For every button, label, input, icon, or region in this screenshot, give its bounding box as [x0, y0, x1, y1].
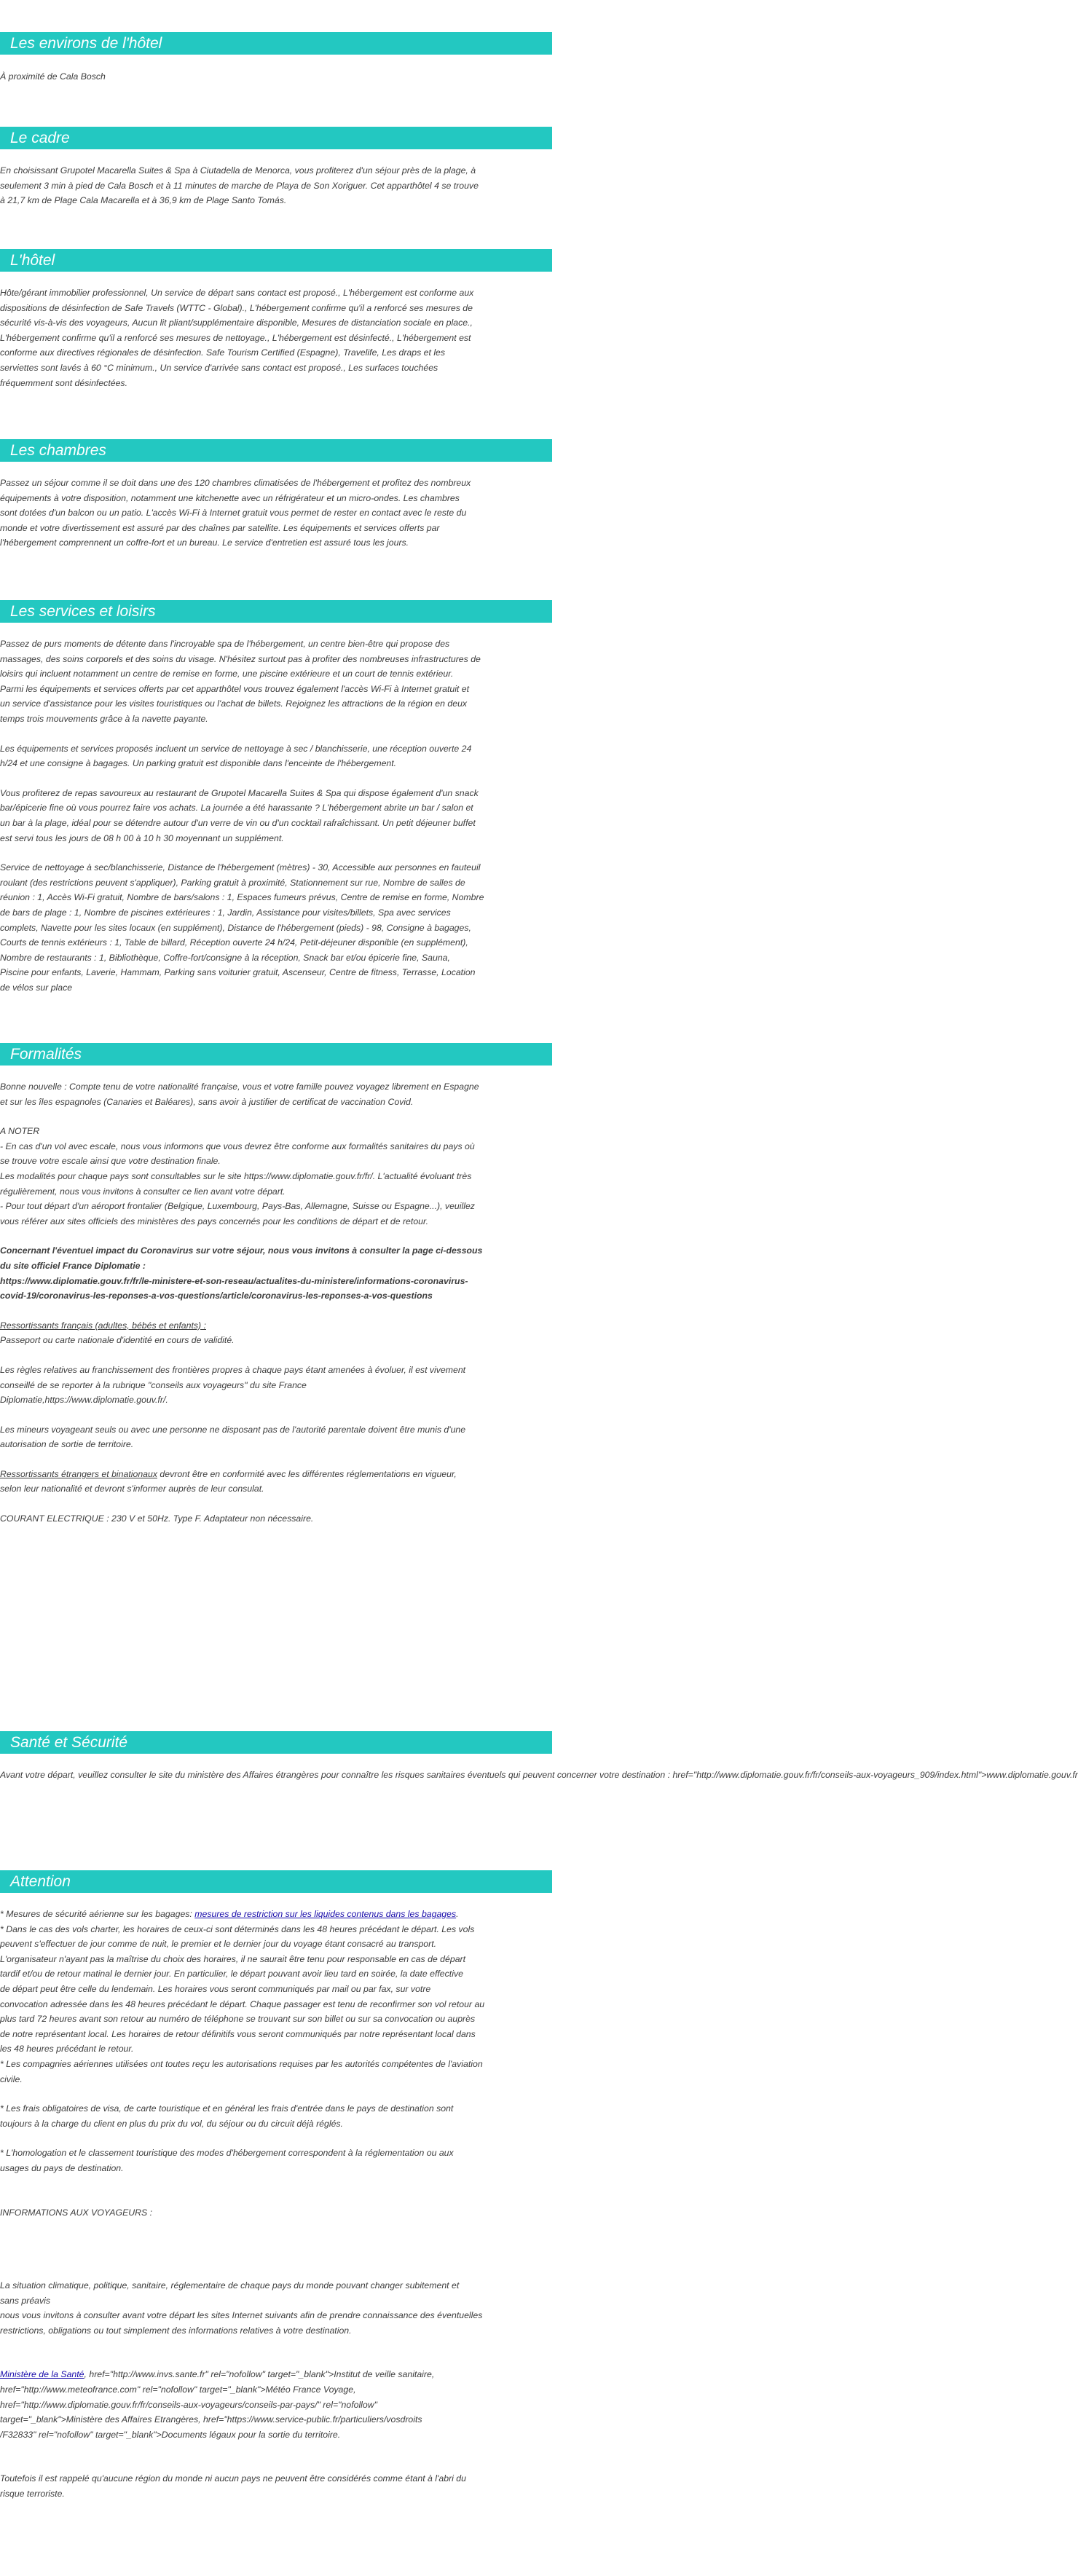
section-services	[0, 600, 552, 995]
section-title-cadre: Le cadre	[0, 127, 552, 149]
section-environs	[0, 32, 552, 84]
attention-links	[0, 2367, 552, 2442]
health-ministry-link[interactable]: Ministère de la Santé	[0, 2369, 84, 2380]
formalites-foreign-nationals	[0, 1467, 552, 1497]
formalites-minors: Les mineurs voyageant seuls ou avec une personne ne disposant pas de l'autorité parentale doivent être munis d'une autorisation de sortie de territoire.	[0, 1424, 466, 1450]
formalites-border-rules: Les règles relatives au franchissement des frontières propres à chaque pays étant amenées à évoluer, il est vivement conseillé de se reporter à la rubrique "conseils aux voyageurs" du site France Diplomatie,https://www.diplomatie.gouv.fr/.	[0, 1364, 466, 1406]
attention-situation: La situation climatique, politique, sanitaire, réglementaire de chaque pays du monde pouvant changer subitement et sans préavis nous vous invitons à consulter avant votre départ les sites Internet suivants afin de prendre connaissance des éventuelles restrictions, obligations ou tout simplement des informations relatives à votre destination.	[0, 2280, 483, 2336]
services-paragraph-3: Vous profiterez de repas savoureux au restaurant de Grupotel Macarella Suites & Spa qui dispose également d'un snack bar/épicerie fine où vous pourrez faire vos achats. La journée a été harassante ? L'hébergement abrite un bar / salon et un bar à la plage, idéal pour se détendre autour d'un verre de vin ou d'un cocktail rafraîchissant. Un petit déjeuner buffet est servi tous les jours de 08 h 00 à 10 h 30 moyennant un supplément.	[0, 787, 479, 843]
section-title-sante: Santé et Sécurité	[0, 1731, 552, 1754]
foreign-nationals-link[interactable]: Ressortissants étrangers et binationaux	[0, 1468, 157, 1479]
section-title-attention: Attention	[0, 1870, 552, 1893]
services-amenities-list: Service de nettoyage à sec/blanchisserie, Distance de l'hébergement (mètres) - 30, Accessible aux personnes en fauteuil roulant (des restrictions peuvent s'appliquer), Parking gratuit à proximité, Stationnement sur rue, Nombre de salles de réunion : 1, Accès Wi-Fi gratuit, Nombre de bars/salons : 1, Espaces fumeurs prévus, Centre de remise en forme, Nombre de bars de plage : 1, Nombre de piscines extérieures : 1, Jardin, Assistance pour visites/billets, Spa avec services complets, Navette pour les sites locaux (en supplément), Distance de l'hébergement (pieds) - 98, Consigne à bagages, Courts de tennis extérieurs : 1, Table de billard, Réception ouverte 24 h/24, Petit-déjeuner disponible (en supplément), Nombre de restaurants : 1, Bibliothèque, Coffre-fort/consigne à la réception, Snack bar et/ou épicerie fine, Sauna, Piscine pour enfants, Laverie, Hammam, Parking sans voiturier gratuit, Ascenseur, Centre de fitness, Terrasse, Location de vélos sur place	[0, 862, 484, 993]
section-formalites	[0, 1043, 552, 1527]
services-paragraph-1: Passez de purs moments de détente dans l'incroyable spa de l'hébergement, un centre bien-être qui propose des massages, des soins corporels et des soins du visage. N'hésitez surtout pas à profiter des nombreuses infrastructures de loisirs qui incluent notamment un centre de remise en forme, une piscine extérieure et un court de tennis extérieur. Parmi les équipements et services offerts par cet apparthôtel vous trouvez également l'accès Wi-Fi à Internet gratuit et un service d'assistance pour les visites touristiques ou l'achat de billets. Rejoignez les attractions de la région en deux temps trois mouvements grâce à la navette payante.	[0, 639, 481, 724]
attention-visa-fees: * Les frais obligatoires de visa, de carte touristique et en général les frais d'entrée dans le pays de destination sont toujours à la charge du client en plus du prix du vol, du séjour ou du circuit déjà réglés.	[0, 2103, 454, 2129]
services-paragraph-2: Les équipements et services proposés incluent un service de nettoyage à sec / blanchisserie, une réception ouverte 24 h/24 et une consigne à bagages. Un parking gratuit est disponible dans l'enceinte de l'hébergement.	[0, 743, 472, 769]
section-title-formalites: Formalités	[0, 1043, 552, 1066]
section-hotel	[0, 249, 552, 390]
liquids-restriction-link[interactable]: mesures de restriction sur les liquides contenus dans les bagages	[194, 1909, 457, 1919]
attention-travel-info-title: INFORMATIONS AUX VOYAGEURS :	[0, 2207, 153, 2218]
formalites-french-nationals-title: Ressortissants français (adultes, bébés et enfants) :	[0, 1320, 206, 1331]
attention-classification: * L'homologation et le classement touristique des modes d'hébergement correspondent à la réglementation ou aux usages du pays de destination.	[0, 2148, 454, 2173]
foreign-nationals-text: devront être en conformité avec les différentes réglementations en vigueur, selon leur nationalité et devront s'informer auprès de leur consulat.	[0, 1468, 457, 1494]
section-cadre	[0, 127, 552, 208]
chambres-text: Passez un séjour comme il se doit dans une des 120 chambres climatisées de l'hébergement et profitez des nombreux équipements à votre disposition, notamment une kitchenette avec un réfrigérateur et un micro-ondes. Les chambres sont dotées d'un balcon ou un patio. L'accès Wi-Fi à Internet gratuit vous permet de rester en contact avec le reste du monde et votre divertissement est assuré par des chaînes par satellite. Les équipements et services offerts par l'hébergement comprennent un coffre-fort et un bureau. Le service d'entretien est assuré tous les jours.	[0, 478, 471, 548]
formalites-note: A NOTER - En cas d'un vol avec escale, nous vous informons que vous devrez être conforme aux formalités sanitaires du pays où se trouve votre escale ainsi que votre destination finale. Les modalités pour chaque pays sont consultables sur le site https://www.diplomatie.gouv.fr/fr/. L'actualité évoluant très régulièrement, nous vous invitons à consulter ce lien avant votre départ. - Pour tout départ d'un aéroport frontalier (Belgique, Luxembourg, Pays-Bas, Allemagne, Suisse ou Espagne...), veuillez vous référer aux sites officiels des ministères des pays concernés pour les conditions de départ et de retour.	[0, 1126, 475, 1226]
attention-baggage-rules	[0, 1907, 552, 1922]
section-title-environs: Les environs de l'hôtel	[0, 32, 552, 55]
formalites-paragraph-1: Bonne nouvelle : Compte tenu de votre nationalité française, vous et votre famille pouvez voyagez librement en Espagne et sur les îles espagnoles (Canaries et Baléares), sans avoir à justifier de certificat de vaccination Covid.	[0, 1082, 479, 1107]
environs-text: À proximité de Cala Bosch	[0, 71, 106, 82]
formalites-french-nationals-text: Passeport ou carte nationale d'identité en cours de validité.	[0, 1335, 235, 1346]
formalites-coronavirus: Concernant l'éventuel impact du Coronavirus sur votre séjour, nous vous invitons à consulter la page ci-dessous du site officiel France Diplomatie : https://www.diplomatie.gouv.fr/fr/le-ministere-et-son-reseau/actualites-du-ministere/informations-coronavirus- covid-19/coronavirus-les-reponses-a-vos-questions/article/coronavirus-les-reponses-a-vos-questions	[0, 1245, 483, 1301]
hotel-text: Hôte/gérant immobilier professionnel, Un service de départ sans contact est proposé., L'hébergement est conforme aux dispositions de désinfection de Safe Travels (WTTC - Global)., L'hébergement confirme qu'il a renforcé ses mesures de sécurité vis-à-vis des voyageurs, Aucun lit pliant/supplémentaire disponible, Mesures de distanciation sociale en place., L'hébergement confirme qu'il a renforcé ses mesures de nettoyage., L'hébergement est désinfecté., L'hébergement est conforme aux directives régionales de désinfection. Safe Tourism Certified (Espagne), Travelife, Les draps et les serviettes sont lavés à 60 °C minimum., Un service d'arrivée sans contact est proposé., Les surfaces touchées fréquemment sont désinfectées.	[0, 288, 474, 388]
sante-text: Avant votre départ, veuillez consulter le site du ministère des Affaires étrangères pour connaître les risques sanitaires éventuels qui peuvent concerner votre destination : href="http://www.diplomatie.gouv.fr/fr/conseils-aux-voyageurs_909/index.html">www.diplomatie.gouv.fr	[0, 1770, 1078, 1780]
attention-charter-flights: * Dans le cas des vols charter, les horaires de ceux-ci sont déterminés dans les 48 heures précédant le départ. Les vols peuvent s'effectuer de jour comme de nuit, le premier et le dernier jour du voyage étant consacré au transport. L'organisateur n'ayant pas la maîtrise du choix des horaires, il ne saurait être tenu pour responsable en cas de départ tardif et/ou de retour matinal le dernier jour. En particulier, le départ pouvant avoir lieu tard en soirée, la date effective de départ peut être celle du lendemain. Les horaires vous seront communiqués par mail ou par fax, sur votre convocation adressée dans les 48 heures précédant le départ. Chaque passager est tenu de reconfirmer son vol retour au plus tard 72 heures avant son retour au numéro de téléphone se trouvant sur son billet ou sur sa convocation ou auprès de notre représentant local. Les horaires de retour définitifs vous seront communiqués par notre représentant local dans les 48 heures précédant le retour. * Les compagnies aériennes utilisées ont toutes reçu les autorisations requises par les autorités compétentes de l'aviation civile.	[0, 1923, 485, 2084]
section-attention	[0, 1870, 552, 2502]
attention-terrorism: Toutefois il est rappelé qu'aucune région du monde ni aucun pays ne peuvent être considérés comme étant à l'abri du risque terroriste.	[0, 2473, 466, 2500]
attention-links-text: , href="http://www.invs.sante.fr" rel="nofollow" target="_blank">Institut de veille sanitaire, href="http://www.meteofrance.com" rel="nofollow" target="_blank">Météo France Voyage, href="http://www.diplomatie.gouv.fr/fr/conseils-aux-voyageurs/conseils-par-pays/" rel="nofollow" target="_blank">Ministère des Affaires Etrangères, href="https://www.service-public.fr/particuliers/vosdroits /F32833" rel="nofollow" target="_blank">Documents légaux pour la sortie du territoire.	[0, 2369, 435, 2440]
baggage-rules-suffix: .	[456, 1909, 459, 1919]
section-sante	[0, 1731, 1078, 1783]
baggage-rules-prefix: * Mesures de sécurité aérienne sur les bagages:	[0, 1909, 195, 1919]
section-title-hotel: L'hôtel	[0, 249, 552, 272]
section-chambres	[0, 439, 552, 551]
formalites-electric-current: COURANT ELECTRIQUE : 230 V et 50Hz. Type F. Adaptateur non nécessaire.	[0, 1513, 314, 1524]
cadre-text: En choisissant Grupotel Macarella Suites & Spa à Ciutadella de Menorca, vous profiterez d'un séjour près de la plage, à seulement 3 min à pied de Cala Bosch et à 11 minutes de marche de Playa de Son Xoriguer. Cet apparthôtel 4 se trouve à 21,7 km de Plage Cala Macarella et à 36,9 km de Plage Santo Tomás.	[0, 165, 479, 206]
section-title-chambres: Les chambres	[0, 439, 552, 462]
section-title-services: Les services et loisirs	[0, 600, 552, 623]
